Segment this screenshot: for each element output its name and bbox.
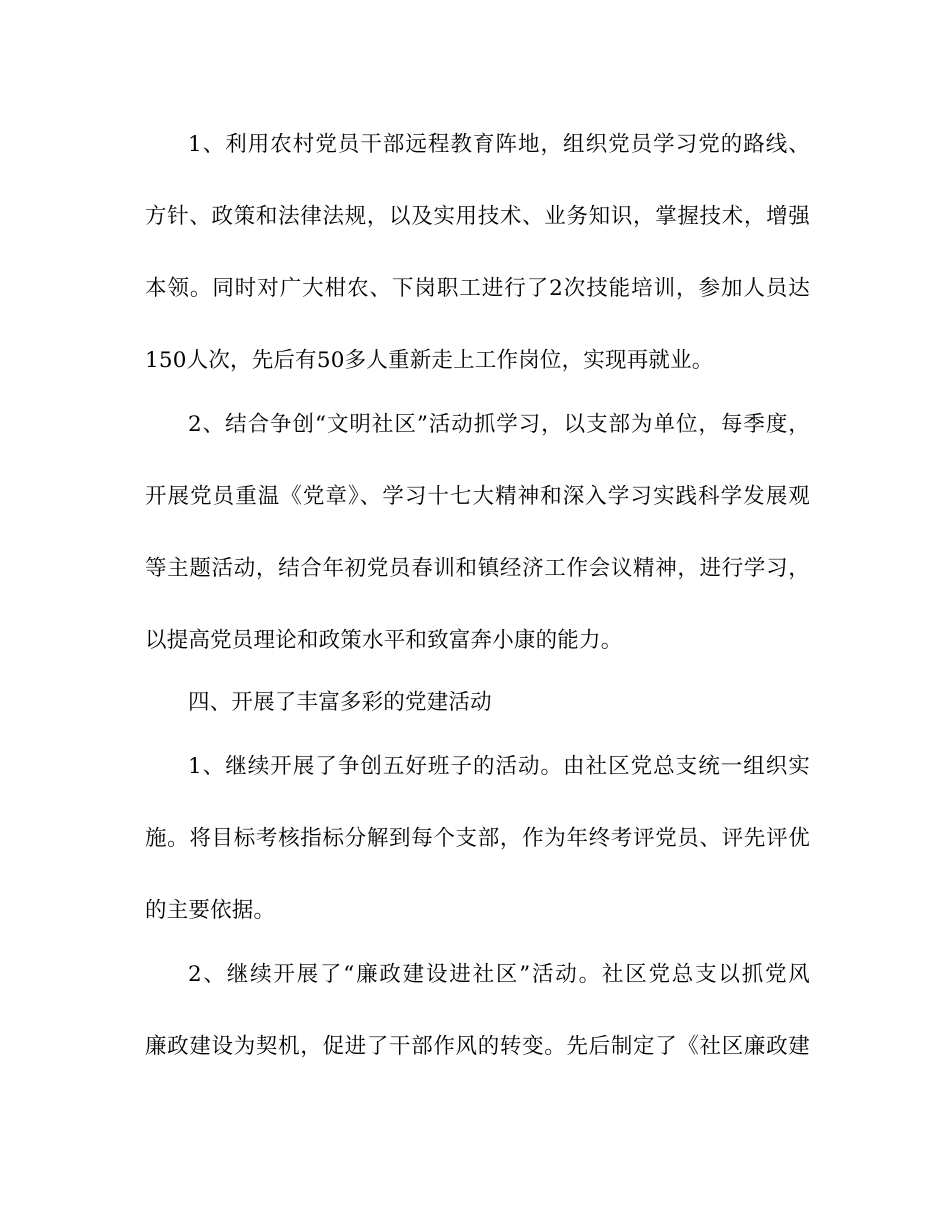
- paragraph-line: 开展党员重温《党章》、学习十七大精神和深入学习实践科学发展观: [145, 484, 810, 509]
- section-heading: 四、开展了丰富多彩的党建活动: [188, 690, 492, 715]
- paragraph-line: 施。将目标考核指标分解到每个支部，作为年终考评党员、评先评优: [145, 826, 810, 851]
- paragraph-line: 2、结合争创“文明社区”活动抓学习，以支部为单位，每季度，: [188, 412, 810, 437]
- paragraph-line: 以提高党员理论和政策水平和致富奔小康的能力。: [145, 628, 623, 653]
- paragraph-line: 本领。同时对广大柑农、下岗职工进行了2次技能培训，参加人员达: [145, 276, 810, 301]
- paragraph-line: 的主要依据。: [145, 898, 276, 923]
- paragraph-line: 1、继续开展了争创五好班子的活动。由社区党总支统一组织实: [188, 754, 810, 779]
- paragraph-line: 方针、政策和法律法规，以及实用技术、业务知识，掌握技术，增强: [145, 204, 810, 229]
- paragraph-line: 1、利用农村党员干部远程教育阵地，组织党员学习党的路线、: [188, 132, 810, 157]
- paragraph-line: 2、继续开展了“廉政建设进社区”活动。社区党总支以抓党风: [188, 962, 810, 987]
- paragraph-line: 150人次，先后有50多人重新走上工作岗位，实现再就业。: [145, 348, 714, 373]
- paragraph-line: 等主题活动，结合年初党员春训和镇经济工作会议精神，进行学习，: [145, 556, 810, 581]
- paragraph-line: 廉政建设为契机，促进了干部作风的转变。先后制定了《社区廉政建: [145, 1034, 810, 1059]
